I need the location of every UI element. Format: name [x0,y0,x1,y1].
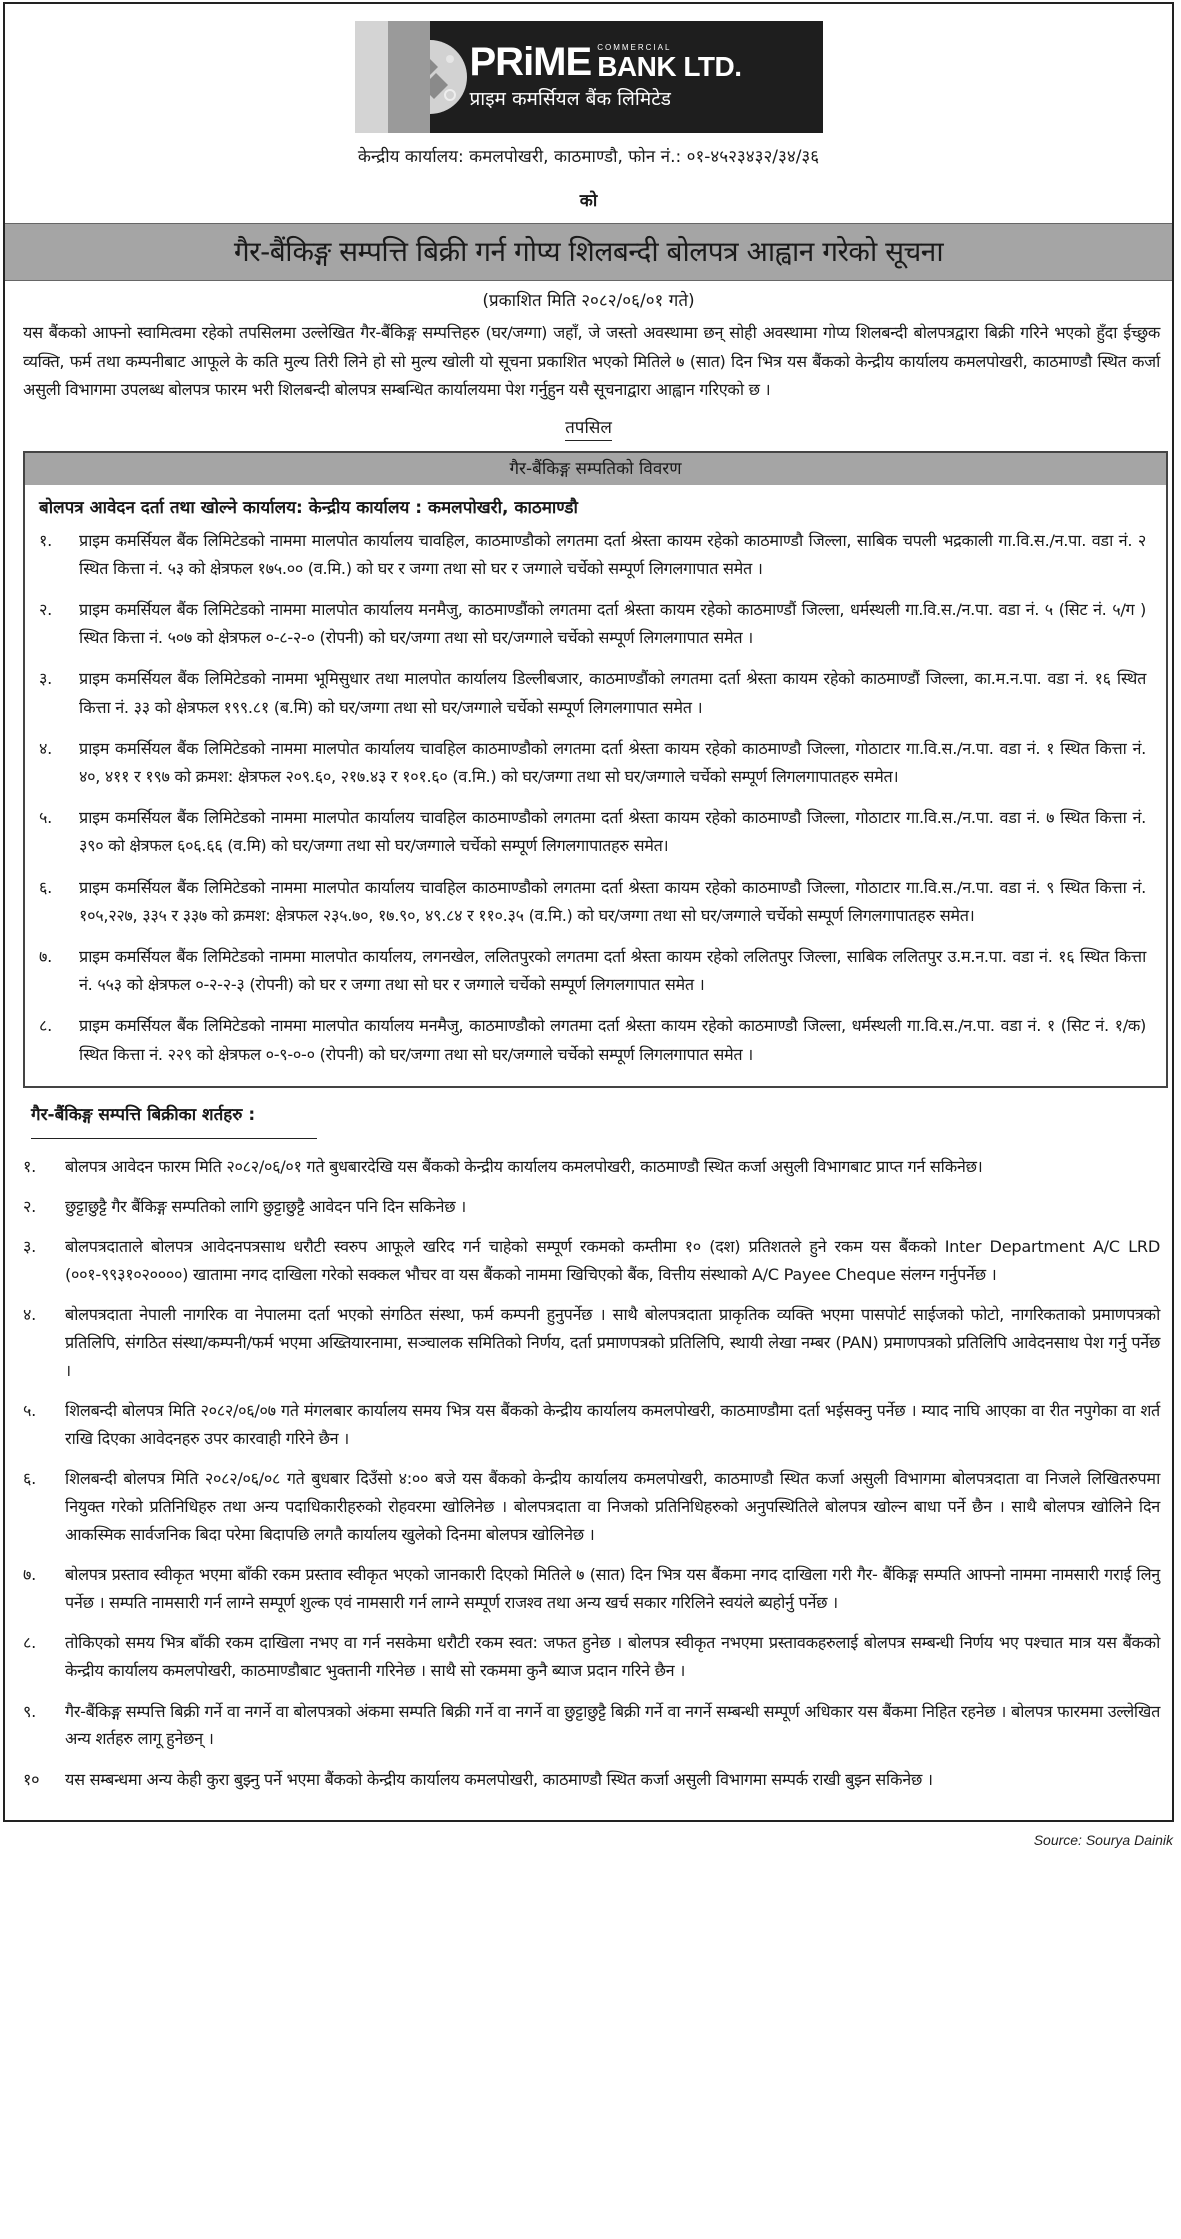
property-item [39,874,1146,930]
property-details-box [23,451,1168,1088]
logo-bank-column [597,43,741,82]
condition-item [23,1465,1160,1548]
property-item [39,943,1146,999]
condition-item [23,1193,1160,1221]
item-number: ६. [23,1469,36,1489]
item-text: प्राइम कमर्सियल बैंक लिमिटेडको नाममा मालपोत कार्यालय मनमैजु, काठमाण्डौको लगतमा दर्ता श्रेस्ता कायम रहेको काठमाण्डौ जिल्ला, धर्मस्थली गा.वि.स./न.पा. वडा नं. १ (सिट नं. १/क) स्थित कित्ता नं. २२९ को क्षेत्रफल ०-९-०-० (रोपनी) को घर/जग्गा तथा सो घर/जग्गाले चर्चेको सम्पूर्ण लिगलगापात समेत । [79,1016,1146,1064]
logo-strip-mid [388,21,430,133]
condition-item [23,1233,1160,1289]
conditions-list [23,1153,1160,1794]
item-text: प्राइम कमर्सियल बैंक लिमिटेडको नाममा मालपोत कार्यालय मनमैजु, काठमाण्डौंको लगतमा दर्ता श्रेस्ता कायम रहेको काठमाण्डौं जिल्ला, धर्मस्थली गा.वि.स./न.पा. वडा नं. ५ (सिट नं. ५/ग ) स्थित कित्ता नं. ५०७ को क्षेत्रफल ०-८-२-० (रोपनी) को घर/जग्गा तथा सो घर/जग्गाले चर्चेको सम्पूर्ण लिगलगापात समेत । [79,599,1146,648]
condition-item [23,1766,1160,1794]
item-number: २. [39,599,52,619]
item-number: २. [23,1197,36,1217]
item-number: १. [23,1156,36,1176]
property-list [25,527,1166,1069]
item-number: १० [23,1769,40,1789]
item-number: ८. [39,1016,52,1036]
source-credit: Source: Sourya Dainik [1033,1831,1173,1848]
item-number: ४. [39,738,52,758]
logo-strip-light [355,21,388,133]
item-text: यस सम्बन्धमा अन्य केही कुरा बुझ्नु पर्ने भएमा बैंकको केन्द्रीय कार्यालय कमलपोखरी, काठमाण्डौ स्थित कर्जा असुली विभागमा सम्पर्क राखी बुझ्न सकिनेछ । [65,1769,933,1789]
item-number: ४. [23,1305,36,1325]
property-item [39,804,1146,860]
item-number: ५. [39,808,52,828]
property-item [39,1012,1146,1068]
item-text: प्राइम कमर्सियल बैंक लिमिटेडको नाममा भूमिसुधार तथा मालपोत कार्यालय डिल्लीबजार, काठमाण्डौंको लगतमा दर्ता श्रेस्ता कायम रहेको काठमाण्डौं जिल्ला, का.म.न.पा. वडा नं. १६ स्थित कित्ता नं. ३३ को क्षेत्रफल १९९.८१ (ब.मि) को घर/जग्गा तथा सो घर/जग्गाले चर्चेको सम्पूर्ण लिगलगापात समेत । [79,669,1146,717]
ko-particle: को [579,191,598,211]
item-number: ३. [23,1237,36,1257]
item-text: बोलपत्रदाताले बोलपत्र आवेदनपत्रसाथ धरौटी स्वरुप आफूले खरिद गर्न चाहेको सम्पूर्ण रकमको कम्तीमा १० (दश) प्रतिशतले हुने रकम यस बैंकको Inter Department A/C LRD (००१-९९३१०२००००) खातामा नगद दाखिला गरेको सक्कल भौचर वा यस बैंकको नाममा खिचिएको बैंक, वित्तीय संस्थाको A/C Payee Cheque संलग्न गर्नुपर्नेछ । [65,1237,1160,1285]
logo-bank-text: BANK LTD. [597,51,742,82]
logo-emblem-icon [430,39,468,115]
item-text: बोलपत्र आवेदन फारम मिति २०८२/०६/०१ गते बुधबारदेखि यस बैंकको केन्द्रीय कार्यालय कमलपोखरी, काठमाण्डौ स्थित कर्जा असुली विभागबाट प्राप्त गर्न सकिनेछ। [65,1156,983,1176]
property-item [39,665,1146,721]
logo-prime-text: PRiME [469,40,592,84]
condition-item [23,1397,1160,1453]
item-text: शिलबन्दी बोलपत्र मिति २०८२/०६/०७ गते मंगलबार कार्यालय समय भित्र यस बैंकको केन्द्रीय कार्यालय कमलपोखरी, काठमाण्डौमा दर्ता भईसक्नु पर्नेछ । म्याद नाघि आएका वा रीत नपुगेका वा शर्त राखि दिएका आवेदनहरु उपर कारवाही गरिने छैन । [65,1401,1160,1449]
condition-item [23,1561,1160,1617]
item-text: प्राइम कमर्सियल बैंक लिमिटेडको नाममा मालपोत कार्यालय चावहिल, काठमाण्डौको लगतमा दर्ता श्रेस्ता कायम रहेको काठमाण्डौ जिल्ला, साबिक चपली भद्रकाली गा.वि.स./न.पा. वडा नं. २ स्थित कित्ता नं. ५३ को क्षेत्रफल १७५.०० (व.मि.) को घर र जग्गा तथा सो घर र जग्गाले चर्चेको सम्पूर्ण लिगलगापात समेत । [79,530,1146,578]
conditions-heading: गैर-बैंकिङ्ग सम्पत्ति बिक्रीका शर्तहरु : [31,1102,317,1139]
condition-item [23,1301,1160,1384]
item-number: १. [39,530,52,550]
item-text: बोलपत्रदाता नेपाली नागरिक वा नेपालमा दर्ता भएको संगठित संस्था, फर्म कम्पनी हुनुपर्नेछ । साथै बोलपत्रदाता प्राकृतिक व्यक्ति भएमा पासपोर्ट साईजको फोटो, नागरिकताको प्रमाणपत्रको प्रतिलिपि, संगठित संस्था/कम्पनी/फर्म भएमा अख्तियारनामा, सञ्चालक समितिको निर्णय, दर्ता प्रमाणपत्रको प्रतिलिपि, स्थायी लेखा नम्बर (PAN) प्रमाणपत्रको प्रतिलिपि आवेदनसाथ पेश गर्नु पर्नेछ । [65,1305,1160,1381]
item-text: तोकिएको समय भित्र बाँकी रकम दाखिला नभए वा गर्न नसकेमा धरौटी रकम स्वत: जफत हुनेछ । बोलपत्र स्वीकृत नभएमा प्रस्तावकहरुलाई बोलपत्र सम्बन्धी निर्णय भए पश्चात मात्र यस बैंकको केन्द्रीय कार्यालय कमलपोखरी, काठमाण्डौबाट भुक्तानी गरिनेछ । साथै सो रकममा कुनै ब्याज प्रदान गरिने छैन । [65,1633,1160,1681]
published-date: (प्रकाशित मिति २०८२/०६/०१ गते) [482,291,695,311]
item-number: ३. [39,669,52,689]
item-text: गैर-बैंकिङ्ग सम्पत्ति बिक्री गर्ने वा नगर्ने वा बोलपत्रको अंकमा सम्पति बिक्री गर्ने वा नगर्ने वा छुट्टाछुट्टै बिक्री गर्ने वा नगर्ने सम्बन्धी सम्पूर्ण अधिकार यस बैंकमा निहित रहनेछ । बोलपत्र फारममा उल्लेखित अन्य शर्तहरु लागू हुनेछन् । [65,1701,1160,1749]
property-box-heading: गैर-बैंकिङ्ग सम्पतिको विवरण [25,453,1166,485]
condition-item [23,1153,1160,1181]
item-text: प्राइम कमर्सियल बैंक लिमिटेडको नाममा मालपोत कार्यालय चावहिल काठमाण्डौको लगतमा दर्ता श्रेस्ता कायम रहेको काठमाण्डौ जिल्ला, गोठाटार गा.वि.स./न.पा. वडा नं. ७ स्थित कित्ता नं. ३९० को क्षेत्रफल ६०६.६६ (व.मि) को घर/जग्गा तथा सो घर/जग्गाले चर्चेको सम्पूर्ण लिगलगापातहरु समेत। [79,808,1146,856]
logo-commercial-text: COMMERCIAL [597,43,672,52]
item-text: छुट्टाछुट्टै गैर बैंकिङ्ग सम्पतिको लागि छुट्टाछुट्टै आवेदन पनि दिन सकिनेछ । [65,1197,466,1217]
condition-item [23,1698,1160,1754]
notice-title: गैर-बैंकिङ्ग सम्पत्ति बिक्री गर्न गोप्य शिलबन्दी बोलपत्र आह्वान गरेको सूचना [5,223,1172,281]
item-number: ५. [23,1401,36,1421]
item-number: ८. [23,1633,36,1653]
conditions-heading-wrap [31,1102,1172,1139]
tapasil-heading [5,415,1172,441]
tender-office-line: बोलपत्र आवेदन दर्ता तथा खोल्ने कार्यालय: केन्द्रीय कार्यालय : कमलपोखरी, काठमाण्डौ [39,497,578,518]
bank-logo [355,21,823,133]
item-number: ९. [23,1701,36,1721]
intro-paragraph: यस बैंकको आफ्नो स्वामित्वमा रहेको तपसिलमा उल्लेखित गैर-बैंकिङ्ग सम्पत्तिहरु (घर/जग्गा) जहाँ, जे जस्तो अवस्थामा छन् सोही अवस्थामा गोप्य शिलबन्दी बोलपत्रद्वारा बिक्री गरिने भएको हुँदा ईच्छुक व्यक्ति, फर्म तथा कम्पनीबाट आफूले के कति मुल्य तिरी लिने हो सो मुल्य खोली यो सूचना प्रकाशित भएको मितिले ७ (सात) दिन भित्र यस बैंकको केन्द्रीय कार्यालय कमलपोखरी, काठमाण्डौ स्थित कर्जा असुली विभागमा उपलब्ध बोलपत्र फारम भरी शिलबन्दी बोलपत्र सम्बन्धित कार्यालयमा पेश गर्नुहुन यसै सूचनाद्वारा आह्वान गरिएको छ । [23,323,1160,399]
item-number: ७. [23,1565,36,1585]
tapasil-label: तपसिल [565,418,612,441]
item-number: ६. [39,877,52,897]
item-number: ७. [39,946,52,966]
logo-nepali-name: प्राइम कमर्सियल बैंक लिमिटेड [469,88,671,110]
item-text: प्राइम कमर्सियल बैंक लिमिटेडको नाममा मालपोत कार्यालय चावहिल काठमाण्डौको लगतमा दर्ता श्रेस्ता कायम रहेको काठमाण्डौ जिल्ला, गोठाटार गा.वि.स./न.पा. वडा नं. ९ स्थित कित्ता नं. १०५,२२७, ३३५ र ३३७ को क्रमश: क्षेत्रफल २३५.७०, १७.९०, ४९.८४ र ११०.३५ (व.मि.) को घर/जग्गा तथा सो घर/जग्गाले चर्चेको सम्पूर्ण लिगलगापातहरु समेत। [79,877,1146,925]
item-text: बोलपत्र प्रस्ताव स्वीकृत भएमा बाँकी रकम प्रस्ताव स्वीकृत भएको जानकारी दिएको मितिले ७ (सात) दिन भित्र यस बैंकमा नगद दाखिला गरी गैर- बैंकिङ्ग सम्पति आफ्नो नाममा नामसारी गराई लिनु पर्नेछ । सम्पति नामसारी गर्न लाग्ने सम्पूर्ण शुल्क एवं नामसारी गर्न लाग्ने सम्पूर्ण राजश्व तथा अन्य खर्च सकार गरिलिने स्वयंले ब्यहोर्नु पर्नेछ । [65,1565,1160,1613]
head-office-line: केन्द्रीय कार्यालय: कमलपोखरी, काठमाण्डौ, फोन नं.: ०१-४५२३४३२/३४/३६ [357,147,820,167]
logo-main [430,21,823,133]
logo-wordmark-row [470,42,742,82]
item-text: प्राइम कमर्सियल बैंक लिमिटेडको नाममा मालपोत कार्यालय, लगनखेल, ललितपुरको लगतमा दर्ता श्रेस्ता कायम रहेको ललितपुर जिल्ला, साबिक ललितपुर उ.म.न.पा. वडा नं. १६ स्थित कित्ता नं. ५५३ को क्षेत्रफल ०-२-२-३ (रोपनी) को घर र जग्गा तथा सो घर र जग्गाले चर्चेको सम्पूर्ण लिगलगापात समेत । [79,946,1146,995]
item-text: प्राइम कमर्सियल बैंक लिमिटेडको नाममा मालपोत कार्यालय चावहिल काठमाण्डौको लगतमा दर्ता श्रेस्ता कायम रहेको काठमाण्डौ जिल्ला, गोठाटार गा.वि.स./न.पा. वडा नं. १ स्थित कित्ता नं. ४०, ४११ र १९७ को क्रमश: क्षेत्रफल २०९.६०, २१७.४३ र १०१.६० (व.मि.) को घर/जग्गा तथा सो घर/जग्गाले चर्चेको सम्पूर्ण लिगलगापातहरु समेत। [79,738,1146,786]
item-text: शिलबन्दी बोलपत्र मिति २०८२/०६/०८ गते बुधबार दिउँसो ४:०० बजे यस बैंकको केन्द्रीय कार्यालय कमलपोखरी, काठमाण्डौ स्थित कर्जा असुली विभागमा बोलपत्रदाता वा निजले लिखितरुपमा नियुक्त गरेको प्रतिनिधिहरु तथा अन्य पदाधिकारीहरुको रोहवरमा खोलिनेछ । बोलपत्रदाता वा निजको प्रतिनिधिहरुको अनुपस्थितिले बोलपत्र खोल्न बाधा पर्ने छैन । साथै बोलपत्र खोलिने दिन आकस्मिक सार्वजनिक बिदा परेमा बिदापछि लगतै कार्यालय खुलेको दिनमा बोलपत्र खोलिनेछ । [65,1469,1160,1545]
logo-text-block [470,42,742,112]
property-item [39,735,1146,791]
notice-frame [3,2,1174,1822]
property-item [39,527,1146,583]
property-item [39,596,1146,652]
condition-item [23,1629,1160,1685]
